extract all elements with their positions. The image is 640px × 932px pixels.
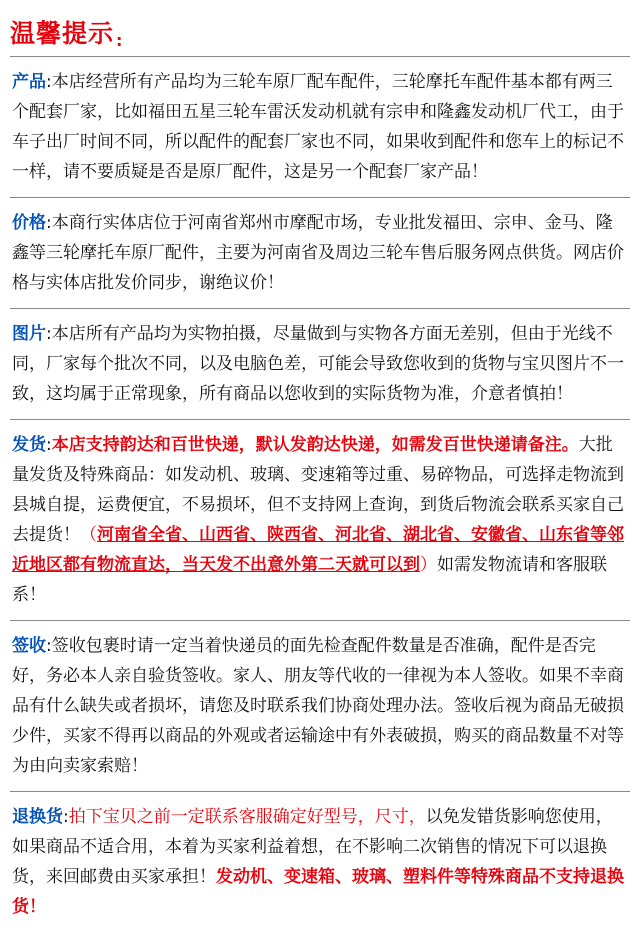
- notice-title: [10, 10, 630, 50]
- section-label-returns: 退换货: [12, 807, 63, 827]
- shipping-courier-highlight: 本店支持韵达和百世快递，默认发韵达快递，如需发百世快递请备注。: [51, 435, 579, 455]
- section-text-photo: 本店所有产品均为实物拍摄，尽量做到与实物各方面无差别，但由于光线不同，厂家每个批次不同，以及电脑色差，可能会导致您收到的货物与宝贝图片不一致，这均属于正常现象，所有商品以您收到的实际货物为准，介意者慎拍！: [12, 324, 624, 404]
- section-price: [10, 198, 630, 308]
- section-photo: [10, 309, 630, 419]
- section-text-returns: 以免发错货影响您使用，如果商品不适合用，本着为买家利益着想，在不影响二次销售的情况下可以退换货，来回邮费由买家承担！: [12, 807, 613, 887]
- section-text-price: 本商行实体店位于河南省郑州市摩配市场，专业批发福田、宗申、金马、隆鑫等三轮摩托车原厂配件，主要为河南省及周边三轮车售后服务网点供货。网店价格与实体店批发价同步，谢绝议价！: [12, 213, 624, 293]
- section-text-signing: 签收包裹时请一定当着快递员的面先检查配件数量是否准确，配件是否完好，务必本人亲自验货签收。家人、朋友等代收的一律视为本人签收。如果不幸商品有什么缺失或者损坏，请您及时联系我们协商处理办法。签收后视为商品无破损少件，买家不得再以商品的外观或者运输途中有外表破损，购买的商品数量不对等为由向卖家索赔！: [12, 636, 624, 776]
- section-product: [10, 57, 630, 197]
- label-colon: :: [46, 324, 52, 344]
- title-colon: :: [116, 31, 123, 50]
- title-text: 温馨提示: [10, 19, 115, 48]
- section-label-signing: 签收: [12, 636, 46, 656]
- section-text-product: 本店经营所有产品均为三轮车原厂配车配件，三轮摩托车配件基本都有两三个配套厂家，比如福田五星三轮车雷沃发动机就有宗申和隆鑫发动机厂代工，由于车子出厂时间不同，所以配件的配套厂家也不同，如果收到配件和您车上的标记不一样，请不要质疑是否是原厂配件，这是另一个配套厂家产品！: [12, 72, 624, 182]
- section-returns: [10, 792, 630, 932]
- label-colon: :: [46, 213, 52, 233]
- label-colon: :: [63, 807, 69, 827]
- shipping-contact-text: 如需发物流请和客服联系！: [12, 555, 607, 605]
- section-label-price: 价格: [12, 213, 46, 233]
- shipping-bulk-text: 大批量发货及特殊商品：如发动机、玻璃、变速箱等过重、易碎物品，可选择走物流到县城自提，运费便宜，不易损坏，但不支持网上查询，到货后物流会联系买家自己去提货！: [12, 435, 624, 545]
- returns-exclusions: 发动机、变速箱、玻璃、塑料件等特殊商品不支持退换货！: [12, 867, 624, 917]
- label-colon: :: [46, 72, 52, 92]
- shipping-logistics-regions: 河南省全省、山西省、陕西省、河北省、湖北省、安徽省、山东省等邻近地区都有物流直达，当天发不出意外第二天就可以到: [12, 525, 624, 575]
- section-label-product: 产品: [12, 72, 46, 92]
- section-label-shipping: 发货: [12, 435, 46, 455]
- section-signing: [10, 621, 630, 791]
- returns-model-notice: 拍下宝贝之前一定联系客服确定好型号，尺寸，: [68, 807, 426, 827]
- paren-open: （: [80, 525, 97, 545]
- paren-close: ）: [420, 555, 437, 575]
- label-colon: :: [46, 435, 52, 455]
- section-label-photo: 图片: [12, 324, 46, 344]
- section-shipping: [10, 420, 630, 620]
- label-colon: :: [46, 636, 52, 656]
